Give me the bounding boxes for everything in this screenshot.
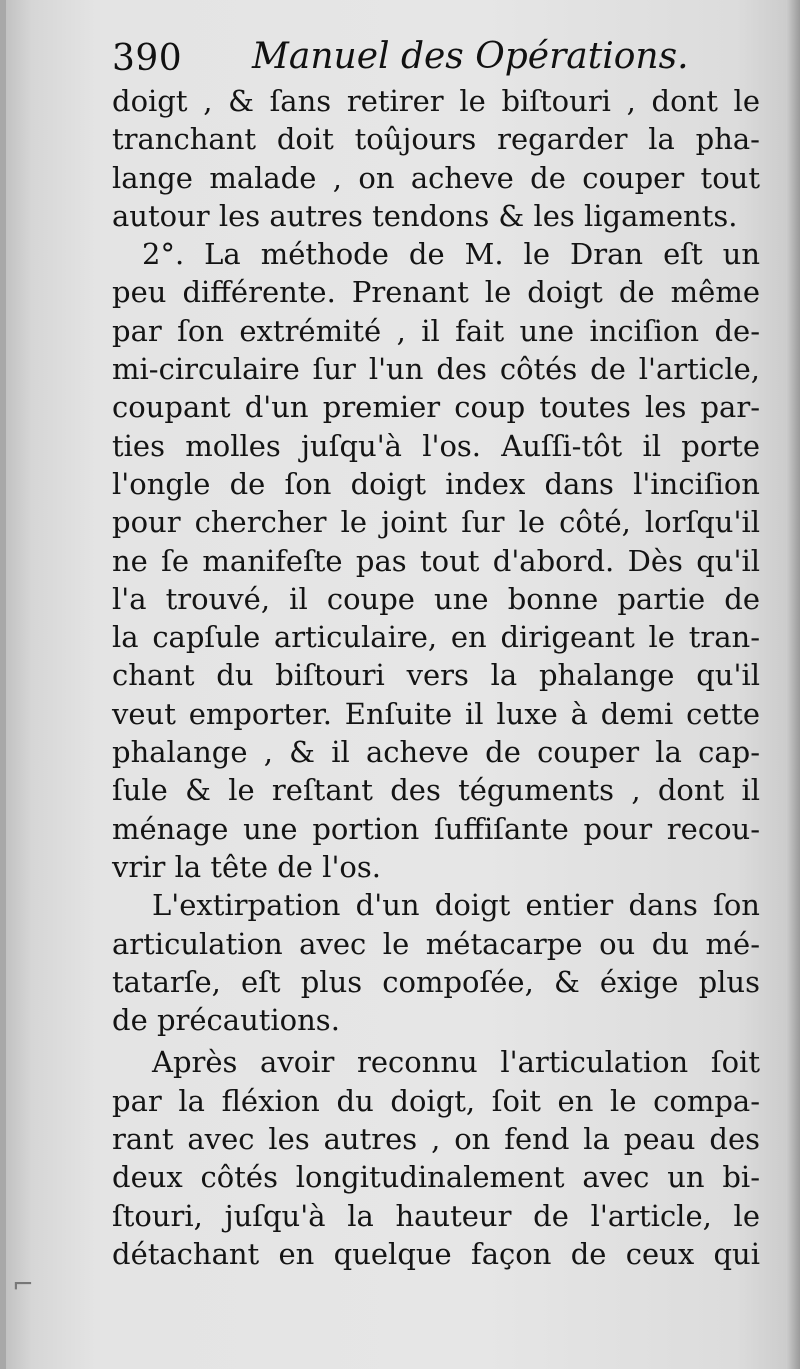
text-line: ties molles juſqu'à l'os. Auſſi-tôt il porte [112, 428, 760, 463]
text-line: veut emporter. Enſuite il luxe à demi cette [112, 696, 760, 731]
text-line: 2°. La méthode de M. le Dran eſt un [142, 237, 760, 272]
text-line: l'ongle de ſon doigt index dans l'inciſion [112, 466, 760, 501]
text-line: ſtouri, juſqu'à la hauteur de l'article, le [112, 1198, 760, 1233]
text-line: de précautions. [112, 1003, 340, 1038]
text-line: pour chercher le joint ſur le côté, lorſqu'il [112, 505, 760, 540]
text-line: deux côtés longitudinalement avec un bi- [112, 1160, 760, 1195]
text-line: phalange , & il acheve de couper la cap- [112, 735, 760, 770]
text-line: lange malade , on acheve de couper tout [112, 160, 760, 195]
text-line: chant du biſtouri vers la phalange qu'il [112, 658, 760, 693]
page-left-edge [0, 0, 6, 1369]
text-line: détachant en quelque façon de ceux qui [112, 1236, 760, 1271]
text-line: l'a trouvé, il coupe une bonne partie de [112, 581, 760, 616]
text-line: vrir la tête de l'os. [112, 849, 381, 884]
text-line: doigt , & ſans retirer le biſtouri , dont le [112, 84, 760, 118]
text-line: tatarſe, eſt plus compoſée, & éxige plus [112, 964, 760, 999]
text-line: ménage une portion ſuffiſante pour recou- [112, 811, 760, 846]
text-line: peu différente. Prenant le doigt de même [112, 275, 760, 310]
page-number: 390 [112, 38, 183, 79]
text-line: tranchant doit toûjours regarder la pha- [112, 122, 760, 157]
margin-mark: ⌐ [12, 1270, 34, 1300]
text-line: Après avoir reconnu l'articulation ſoit [152, 1045, 760, 1080]
text-line: articulation avec le métacarpe ou du mé- [112, 926, 760, 961]
text-line: ſule & le reſtant des téguments , dont il [112, 773, 760, 808]
text-line: rant avec les autres , on fend la peau des [112, 1122, 760, 1157]
text-line: mi-circulaire ſur l'un des côtés de l'article, [112, 352, 760, 387]
text-line: par la fléxion du doigt, ſoit en le compa- [112, 1083, 760, 1118]
text-line: par ſon extrémité , il fait une inciſion de- [112, 313, 760, 348]
text-line: L'extirpation d'un doigt entier dans ſon [152, 888, 760, 923]
running-head: Manuel des Opérations. [252, 36, 689, 77]
text-line: autour les autres tendons & les ligaments. [112, 198, 738, 233]
body-text [112, 82, 760, 1273]
text-line: la capſule articulaire, en dirigeant le tran- [112, 620, 760, 655]
page-right-edge [786, 0, 800, 1369]
text-line: ne ſe manifeſte pas tout d'abord. Dès qu'il [112, 543, 760, 578]
text-line: coupant d'un premier coup toutes les par- [112, 390, 760, 425]
